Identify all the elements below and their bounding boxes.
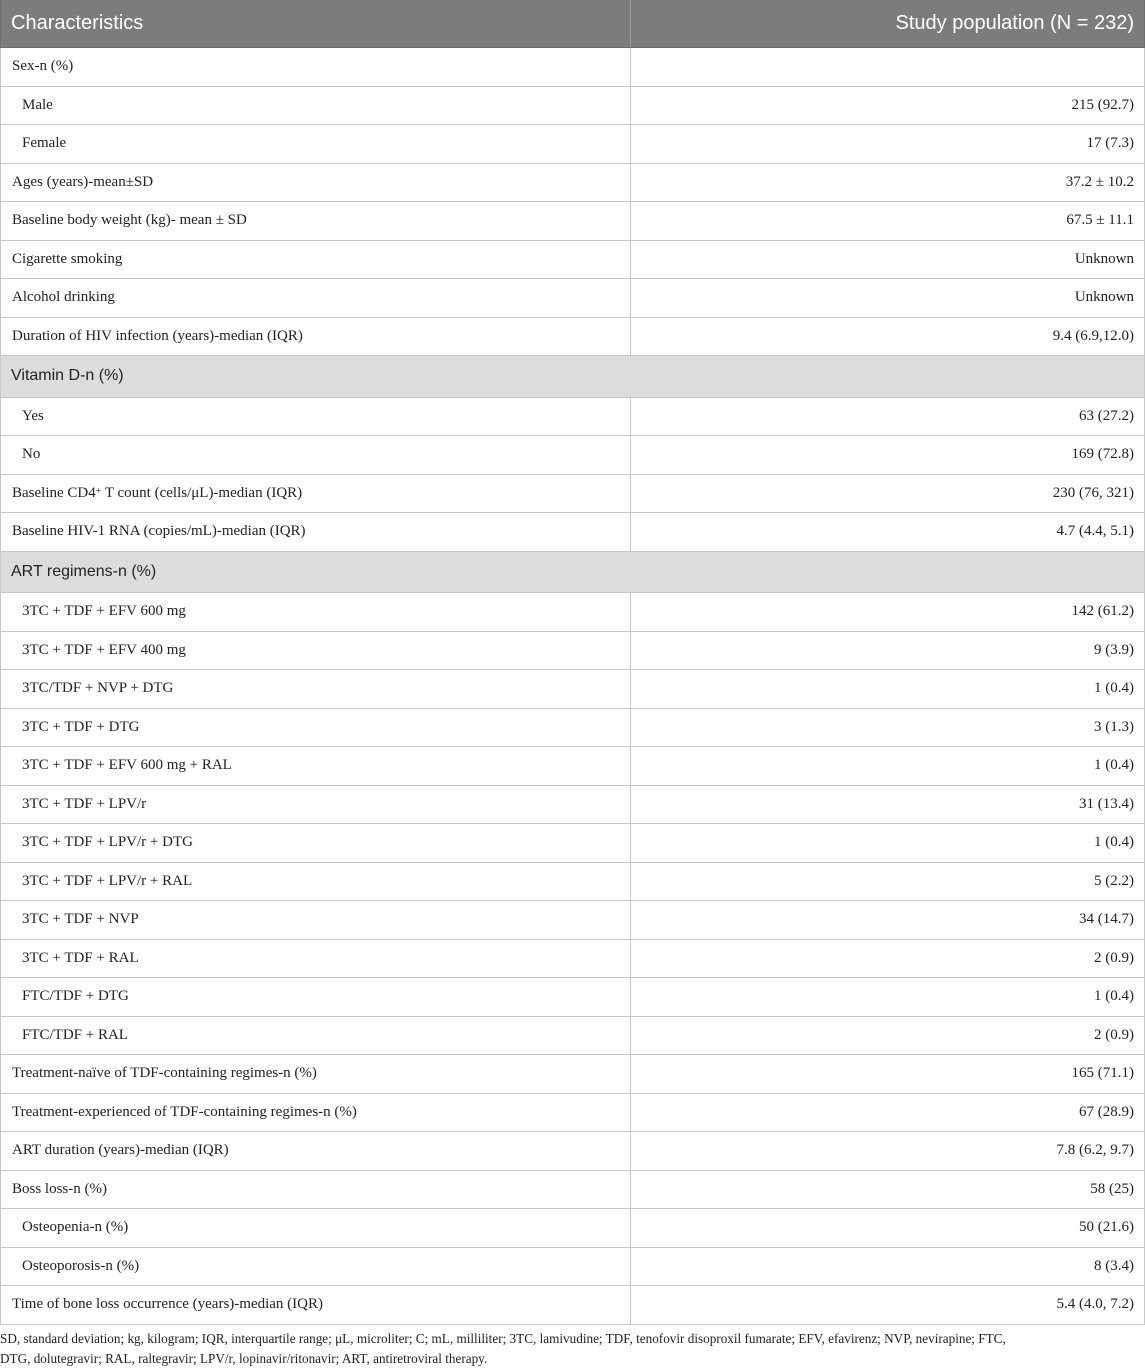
- row-label: 3TC + TDF + EFV 400 mg: [0, 632, 631, 670]
- footnote-line: DTG, dolutegravir; RAL, raltegravir; LPV/r, lopinavir/ritonavir; ART, antiretroviral therapy.: [0, 1351, 488, 1366]
- row-value: 37.2 ± 10.2: [631, 164, 1145, 202]
- row-label: Baseline body weight (kg)- mean ± SD: [0, 202, 631, 240]
- row-label: FTC/TDF + RAL: [0, 1017, 631, 1055]
- row-value: 34 (14.7): [631, 901, 1145, 939]
- row-value: 67 (28.9): [631, 1094, 1145, 1132]
- table-row: [0, 48, 1145, 87]
- row-label: 3TC + TDF + DTG: [0, 709, 631, 747]
- row-value: 50 (21.6): [631, 1209, 1145, 1247]
- row-label: Sex-n (%): [0, 48, 631, 86]
- table-row: [0, 1248, 1145, 1287]
- row-label: ART duration (years)-median (IQR): [0, 1132, 631, 1170]
- row-label: Baseline HIV-1 RNA (copies/mL)-median (IQR): [0, 513, 631, 551]
- table-row: [0, 1286, 1145, 1325]
- row-value: 1 (0.4): [631, 747, 1145, 785]
- table-row: [0, 1017, 1145, 1056]
- table-row: [0, 125, 1145, 164]
- table-row: [0, 786, 1145, 825]
- row-value: Unknown: [631, 279, 1145, 317]
- table-row: [0, 709, 1145, 748]
- row-value: 7.8 (6.2, 9.7): [631, 1132, 1145, 1170]
- table-row: [0, 593, 1145, 632]
- table-row: [0, 279, 1145, 318]
- row-value: 1 (0.4): [631, 824, 1145, 862]
- row-value: 3 (1.3): [631, 709, 1145, 747]
- table-row: [0, 901, 1145, 940]
- row-label: 3TC + TDF + LPV/r + RAL: [0, 863, 631, 901]
- section-label: Vitamin D-n (%): [11, 367, 124, 385]
- row-label: Baseline CD4 + T count (cells/μL)-median (IQR): [0, 475, 631, 513]
- row-value: 215 (92.7): [631, 87, 1145, 125]
- table-row: [0, 824, 1145, 863]
- table-row: [0, 1171, 1145, 1210]
- row-label: Ages (years)-mean±SD: [0, 164, 631, 202]
- row-label: 3TC + TDF + RAL: [0, 940, 631, 978]
- table-row: [0, 513, 1145, 552]
- row-label: Osteoporosis-n (%): [0, 1248, 631, 1286]
- row-label: 3TC + TDF + LPV/r: [0, 786, 631, 824]
- header-study-population: Study population (N = 232): [631, 0, 1145, 47]
- row-value: 2 (0.9): [631, 1017, 1145, 1055]
- table-row: [0, 1055, 1145, 1094]
- row-label: Treatment-experienced of TDF-containing regimes-n (%): [0, 1094, 631, 1132]
- row-label: No: [0, 436, 631, 474]
- row-value: 230 (76, 321): [631, 475, 1145, 513]
- row-label: 3TC/TDF + NVP + DTG: [0, 670, 631, 708]
- table-row: [0, 747, 1145, 786]
- row-value: 169 (72.8): [631, 436, 1145, 474]
- row-value: 5.4 (4.0, 7.2): [631, 1286, 1145, 1324]
- row-value: 165 (71.1): [631, 1055, 1145, 1093]
- table-row: [0, 475, 1145, 514]
- row-value: 9 (3.9): [631, 632, 1145, 670]
- table-row: [0, 863, 1145, 902]
- row-value: 67.5 ± 11.1: [631, 202, 1145, 240]
- row-label: Treatment-naïve of TDF-containing regimes-n (%): [0, 1055, 631, 1093]
- row-value: 8 (3.4): [631, 1248, 1145, 1286]
- row-label: 3TC + TDF + LPV/r + DTG: [0, 824, 631, 862]
- table-row: [0, 978, 1145, 1017]
- table-row: [0, 670, 1145, 709]
- row-value: 1 (0.4): [631, 978, 1145, 1016]
- table-row: [0, 398, 1145, 437]
- table-row: [0, 164, 1145, 203]
- row-label: 3TC + TDF + NVP: [0, 901, 631, 939]
- row-label: Male: [0, 87, 631, 125]
- table-row: [0, 1132, 1145, 1171]
- row-label: 3TC + TDF + EFV 600 mg: [0, 593, 631, 631]
- row-label: FTC/TDF + DTG: [0, 978, 631, 1016]
- header-characteristics: Characteristics: [0, 0, 631, 47]
- row-value: 9.4 (6.9,12.0): [631, 318, 1145, 356]
- row-label: Cigarette smoking: [0, 241, 631, 279]
- row-label: Osteopenia-n (%): [0, 1209, 631, 1247]
- row-label: 3TC + TDF + EFV 600 mg + RAL: [0, 747, 631, 785]
- row-value: Unknown: [631, 241, 1145, 279]
- table-row: [0, 436, 1145, 475]
- row-label: Time of bone loss occurrence (years)-median (IQR): [0, 1286, 631, 1324]
- row-value: 1 (0.4): [631, 670, 1145, 708]
- section-row-art-regimens: [0, 552, 1145, 594]
- row-value: 4.7 (4.4, 5.1): [631, 513, 1145, 551]
- row-value: 63 (27.2): [631, 398, 1145, 436]
- table-row: [0, 318, 1145, 357]
- table-row: [0, 87, 1145, 126]
- row-value: 2 (0.9): [631, 940, 1145, 978]
- table-footnote: [0, 1329, 1140, 1369]
- section-label: ART regimens-n (%): [11, 562, 157, 580]
- row-value: 31 (13.4): [631, 786, 1145, 824]
- row-value: 142 (61.2): [631, 593, 1145, 631]
- row-value: [631, 48, 1145, 86]
- table-row: [0, 940, 1145, 979]
- table-row: [0, 241, 1145, 280]
- table-header-row: [0, 0, 1145, 48]
- row-value: 58 (25): [631, 1171, 1145, 1209]
- row-label: Duration of HIV infection (years)-median (IQR): [0, 318, 631, 356]
- row-label: Female: [0, 125, 631, 163]
- row-label: Yes: [0, 398, 631, 436]
- row-value: 5 (2.2): [631, 863, 1145, 901]
- section-row-vitamin-d: [0, 356, 1145, 398]
- label-text: T count (cells/μL)-median (IQR): [101, 484, 303, 501]
- row-label: Boss loss-n (%): [0, 1171, 631, 1209]
- table-row: [0, 1209, 1145, 1248]
- footnote-line: SD, standard deviation; kg, kilogram; IQR, interquartile range; μL, microliter; C; mL, milliliter; 3TC, lamivudine; TDF, tenofovir disoproxil fumarate; EFV, efavirenz; NVP, nevirapine; FTC,: [0, 1331, 1006, 1346]
- row-value: 17 (7.3): [631, 125, 1145, 163]
- row-label: Alcohol drinking: [0, 279, 631, 317]
- table-row: [0, 632, 1145, 671]
- table-row: [0, 1094, 1145, 1133]
- table-row: [0, 202, 1145, 241]
- label-text: Baseline CD4: [12, 484, 96, 501]
